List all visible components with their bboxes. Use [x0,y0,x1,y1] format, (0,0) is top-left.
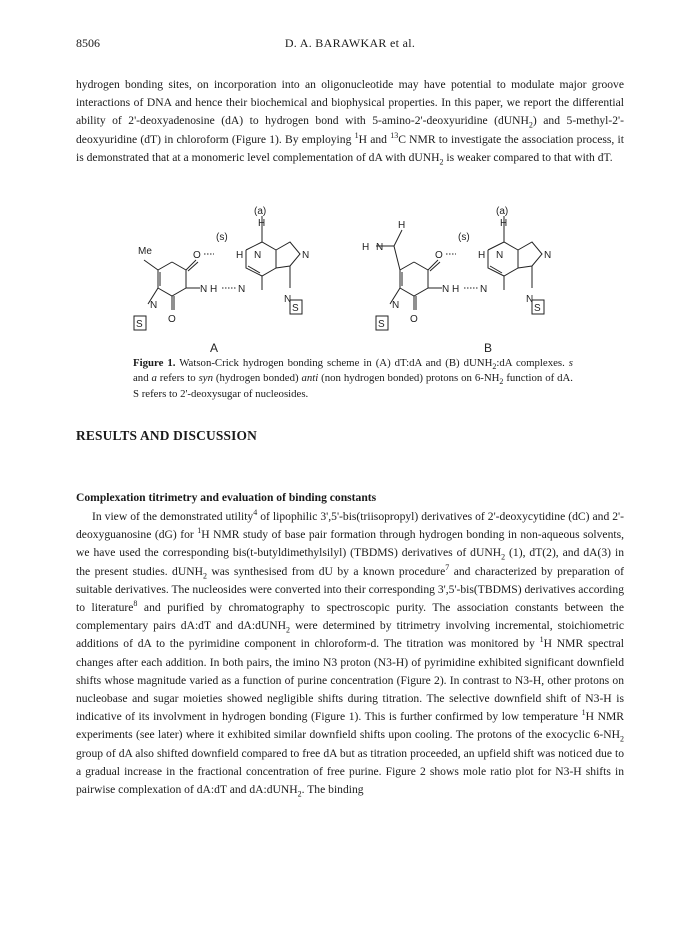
page-header [76,36,624,52]
svg-text:N: N [200,284,208,295]
struct-b-pyrimidine-ring [400,262,428,296]
subsection-heading: Complexation titrimetry and evaluation of binding constants [76,491,377,504]
svg-text:H: H [500,218,508,229]
struct-a-anti-label: (a) [254,206,267,217]
struct-a-methyl: Me [138,246,152,257]
svg-text:S: S [534,303,541,314]
svg-text:N: N [254,250,262,261]
section-heading: RESULTS AND DISCUSSION [76,428,258,443]
svg-text:N: N [238,284,246,295]
svg-text:N: N [376,242,384,253]
struct-b-anti-label: (a) [496,206,509,217]
figure-label-a: A [210,341,219,355]
figure-caption: Figure 1. Watson-Crick hydrogen bonding scheme in (A) dT:dA and (B) dUNH$_2$:dA complexes. s and a refers to syn (hydrogen bonded) anti (non hydrogen bonded) protons on $6-NH_2$ function of dA. S refers to 2'-deoxysugar of nucleosides. [133,357,574,400]
svg-text:O: O [435,250,443,261]
intro-paragraph: hydrogen bonding sites, on incorporation into an oligonucleotide may have potential to modulate major groove interactions of DNA and hence their biochemical and biophysical properties. In this paper, we report the differential ability of 2'-deoxyadenosine (dA) to hydrogen bond with 5-amino-2'-deoxyuridine (dUNH$_2$) and 5-methyl-2'-deoxyuridine (dT) in chloroform (Figure 1). By employing $^1$H and $^{13}$C NMR to investigate the association process, it is demonstrated that at a monomeric level complementation of dA with dUNH$_2$ is weaker compared to that with dT. [76,78,624,167]
svg-text:H: H [210,284,218,295]
svg-text:O: O [193,250,201,261]
svg-text:S: S [292,303,299,314]
svg-text:H: H [258,218,266,229]
svg-text:H: H [452,284,460,295]
svg-text:S: S [378,319,385,330]
svg-text:H: H [362,242,370,253]
svg-text:N: N [302,250,310,261]
struct-a-pyrimidine-ring [158,262,186,296]
svg-text:N: N [284,294,292,305]
struct-b-amino-h: H [398,220,406,231]
svg-text:H: H [478,250,486,261]
svg-text:N: N [544,250,552,261]
struct-a-syn-label: (s) [216,232,228,243]
svg-text:N: N [150,300,158,311]
svg-text:O: O [410,314,418,325]
svg-text:O: O [168,314,176,325]
hydrogen-bonding-scheme [76,206,624,356]
figure-label-b: B [484,341,493,355]
figure-1 [76,206,624,356]
struct-b-syn-label: (s) [458,232,470,243]
svg-text:N: N [442,284,450,295]
svg-text:N: N [496,250,504,261]
running-head: D. A. BARAWKAR et al. [284,36,416,50]
struct-a-sugar: S [136,319,143,330]
page-number: 8506 [76,36,100,50]
svg-text:N: N [526,294,534,305]
svg-text:H: H [236,250,244,261]
svg-text:N: N [392,300,400,311]
svg-text:N: N [480,284,488,295]
results-paragraph: In view of the demonstrated utility$^4$ of lipophilic 3',5'-bis(triisopropyl) derivatives of 2'-deoxycytidine (dC) and 2'-deoxyguanosine (dG) for $^1$H NMR study of base pair formation through hydrogen bonding in non-aqueous solvents, we have used the corresponding bis(t-butyldimethylsilyl) (TBDMS) derivatives of dUNH$_2$ (1), dT(2), and dA(3) in the present studies. dUNH$_2$ was synthesised from dU by a known procedure$^7$ and characterized by preparation of suitable derivatives. The nucleosides were converted into their corresponding 3',5'-bis(TBDMS) derivatives according to literature$^8$ and purified by chromatography to spectroscopic purity. The association constants between the complementary pairs dA:dT and dA:dUNH$_2$ were determined by titrimetry involving incremental, stoichiometric additions of dA to the pyrimidine component in chloroform-d. The titration was monitored by $^1$H NMR spectral changes after each addition. In both pairs, the imino N3 proton (N3-H) of pyrimidine exhibited significant downfield shifts whose magnitude varied as a function of purine concentration (Figure 2). In contrast to N3-H, other protons on nucleobase and sugar moieties showed negligible shifts during titration. The selective downfield shift of N3-H is indicative of its involvment in hydrogen bonding (Figure 1). This is further confirmed by low temperature $^1$H NMR experiments (see later) where it exhibited similar downfield shifts upon cooling. The protons of the exocyclic $6-NH_2$ group of dA also shifted downfield compared to free dA but as titration proceeded, an upfield shift was noticed due to a gradual increase in the fractional concentration of free purine. Figure 2 shows mole ratio plot for N3-H shifts in pairwise complexation of dA:dT and dA:dUNH$_2$. The binding [76,508,625,799]
